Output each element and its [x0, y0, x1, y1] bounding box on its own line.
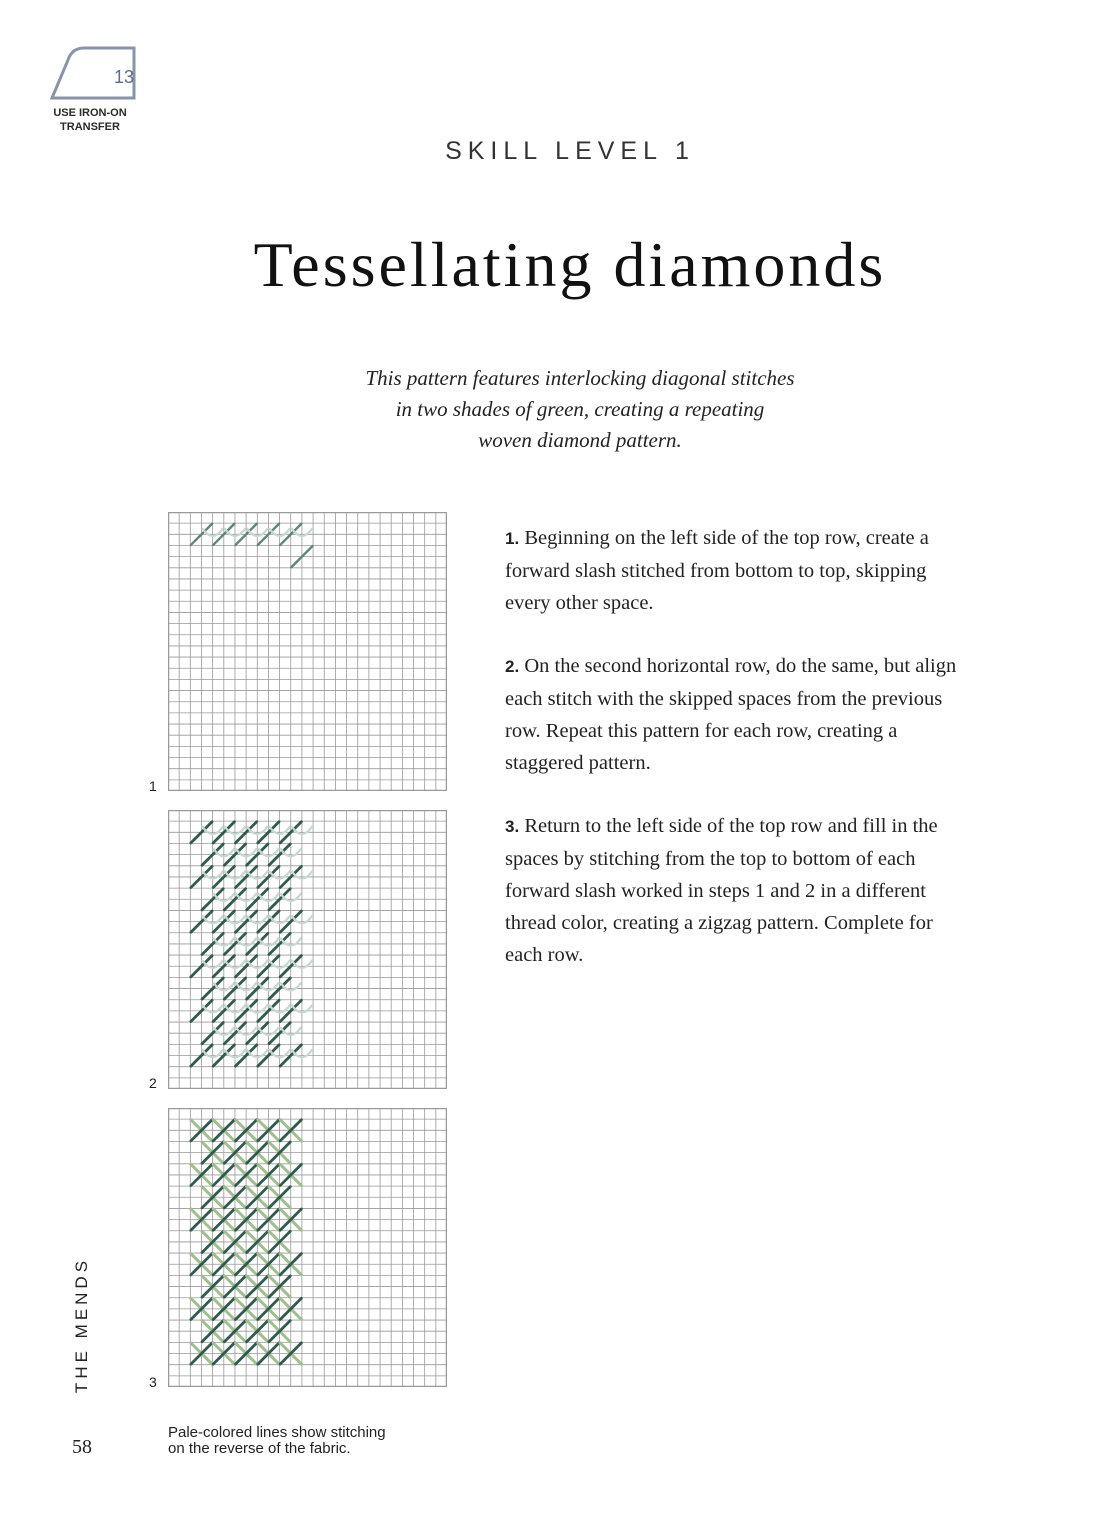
step-2	[505, 650, 975, 779]
stitch-diagram-3	[168, 1108, 447, 1387]
intro-line-3: woven diamond pattern.	[478, 428, 682, 452]
skill-level: SKILL LEVEL 1	[445, 137, 695, 165]
stitch-diagram-2	[168, 810, 447, 1089]
step-3-text: Return to the left side of the top row and fill in the spaces by stitching from the top to bottom of each forward slash worked in steps 1 and 2 in a different thread color, creating a zigzag pattern. Complete for each row.	[505, 815, 938, 966]
instruction-steps	[505, 522, 975, 1002]
step-1-text: Beginning on the left side of the top row, create a forward slash stitched from bottom to top, skipping every other space.	[505, 527, 929, 614]
intro-line-2: in two shades of green, creating a repeating	[395, 397, 765, 421]
iron-number: 13	[113, 67, 135, 87]
step-3-number: 3.	[505, 817, 520, 836]
figure-number-2: 2	[149, 1075, 157, 1091]
step-1-number: 1.	[505, 529, 520, 548]
page-title: Tessellating diamonds	[253, 229, 887, 300]
iron-label-line-1: USE IRON-ON	[53, 107, 127, 119]
figure-number-3: 3	[149, 1374, 157, 1390]
step-2-number: 2.	[505, 657, 520, 676]
intro-line-1: This pattern features interlocking diagonal stitches	[365, 366, 795, 390]
caption-line-1: Pale-colored lines show stitching	[168, 1424, 386, 1441]
section-title: THE MENDS	[72, 1256, 91, 1394]
caption-line-2: on the reverse of the fabric.	[168, 1440, 351, 1457]
page-number: 58	[72, 1436, 92, 1458]
iron-label-line-2: TRANSFER	[60, 121, 120, 133]
stitch-diagram-1	[168, 512, 447, 791]
intro-text	[260, 363, 900, 456]
iron-label	[40, 106, 140, 134]
step-1	[505, 522, 975, 619]
diagram-1-frame	[169, 513, 447, 791]
step-3	[505, 810, 975, 971]
diagram-1-svg	[168, 512, 447, 791]
figure-caption	[168, 1425, 386, 1457]
diagram-3-svg	[168, 1108, 447, 1387]
diagram-2-svg	[168, 810, 447, 1089]
step-2-text: On the second horizontal row, do the same, but align each stitch with the skipped spaces from the previous row. Repeat this pattern for each row, creating a staggered pattern.	[505, 655, 957, 774]
figure-number-1: 1	[149, 778, 157, 794]
